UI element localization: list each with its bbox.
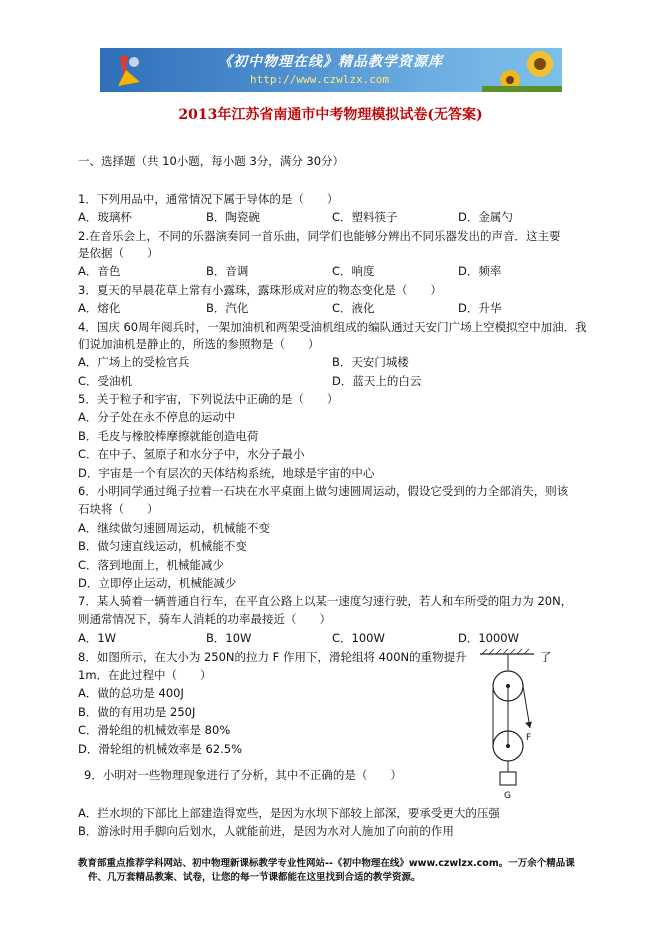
banner-url: http://www.czwlzx.com bbox=[250, 73, 390, 86]
q2-option-d: D．频率 bbox=[458, 264, 502, 278]
q9-option-a: A．拦水坝的下部比上部建造得宽些，是因为水坝下部较上部深，要承受更大的压强 bbox=[78, 806, 500, 820]
q4-option-c: C．受油机 bbox=[78, 374, 133, 388]
weight-block bbox=[500, 772, 516, 785]
q8-option-d: D．滑轮组的机械效率是 62.5% bbox=[78, 742, 243, 756]
q8-stem-line2: 1m．在此过程中（ ） bbox=[78, 668, 212, 682]
q5-stem: 5．关于粒子和宇宙，下列说法中正确的是（ ） bbox=[78, 392, 339, 406]
q6-option-d: D．立即停止运动，机械能减少 bbox=[78, 576, 237, 590]
banner-title: 《初中物理在线》精品教学资源库 bbox=[218, 54, 443, 70]
q4-stem-line1: 4．国庆 60周年阅兵时，一架加油机和两架受油机组成的编队通过天安门广场上空模拟空中加油．我 bbox=[78, 320, 587, 334]
q7-option-a: A．1W bbox=[78, 631, 117, 645]
force-label-f: F bbox=[526, 733, 532, 743]
q9-option-b: B．游泳时用手脚向后划水，人就能前进，是因为水对人施加了向前的作用 bbox=[78, 824, 454, 838]
pulley-system-diagram bbox=[478, 648, 538, 800]
q6-option-a: A．继续做匀速圆周运动，机械能不变 bbox=[78, 521, 270, 535]
q2-stem-line2: 是依据（ ） bbox=[78, 246, 159, 260]
q2-option-b: B．音调 bbox=[206, 264, 249, 278]
q3-option-b: B．汽化 bbox=[206, 301, 249, 315]
q5-option-d: D．宇宙是一个有层次的天体结构系统，地球是宇宙的中心 bbox=[78, 466, 375, 480]
q7-option-c: C．100W bbox=[332, 631, 385, 645]
q4-option-d: D．蓝天上的白云 bbox=[332, 374, 422, 388]
q2-stem-line1: 2.在音乐会上，不同的乐器演奏同一首乐曲，同学们也能够分辨出不同乐器发出的声音．这主要 bbox=[78, 229, 561, 243]
document-title: 2013年江苏省南通市中考物理模拟试卷(无答案) bbox=[178, 107, 483, 123]
q8-option-c: C．滑轮组的机械效率是 80% bbox=[78, 723, 231, 737]
q6-stem-line2: 石块将（ ） bbox=[78, 502, 159, 516]
q3-option-d: D．升华 bbox=[458, 301, 502, 315]
q2-option-a: A．音色 bbox=[78, 264, 121, 278]
footer-line-2: 件、几万套精品教案、试卷，让您的每一节课都能在这里找到合适的教学资源。 bbox=[88, 872, 421, 883]
sunflower-icon bbox=[482, 48, 562, 92]
q1-option-c: C．塑料筷子 bbox=[332, 210, 398, 224]
q5-option-b: B．毛皮与橡胶棒摩擦就能创造电荷 bbox=[78, 429, 259, 443]
q7-stem-line2: 则通常情况下，骑车人消耗的功率最接近（ ） bbox=[78, 612, 331, 626]
site-banner bbox=[100, 48, 562, 92]
q9-stem: 9．小明对一些物理现象进行了分析，其中不正确的是（ ） bbox=[84, 768, 402, 782]
q1-option-a: A．玻璃杯 bbox=[78, 210, 132, 224]
q3-option-a: A．熔化 bbox=[78, 301, 121, 315]
q2-option-c: C．响度 bbox=[332, 264, 375, 278]
q6-option-c: C．落到地面上，机械能减少 bbox=[78, 558, 225, 572]
q1-option-b: B．陶瓷碗 bbox=[206, 210, 260, 224]
q1-stem: 1．下列用品中，通常情况下属于导体的是（ ） bbox=[78, 192, 339, 206]
weight-label-g: G bbox=[504, 791, 511, 800]
q4-option-a: A．广场上的受检官兵 bbox=[78, 355, 190, 369]
q1-option-d: D．金属勺 bbox=[458, 210, 513, 224]
q8-stem-tail: 了 bbox=[540, 650, 552, 664]
q7-stem-line1: 7．某人骑着一辆普通自行车，在平直公路上以某一速度匀速行驶，若人和车所受的阻力为 20N， bbox=[78, 594, 573, 608]
footer-line-1: 教育部重点推荐学科网站、初中物理新课标教学专业性网站--《初中物理在线》www.czwlzx.com。一万余个精品课 bbox=[78, 858, 575, 869]
q4-stem-line2: 们说加油机是静止的，所选的参照物是（ ） bbox=[78, 337, 320, 351]
q8-option-a: A．做的总功是 400J bbox=[78, 686, 184, 700]
q6-stem-line1: 6．小明同学通过绳子拉着一石块在水平桌面上做匀速圆周运动，假设它受到的力全部消失，则该 bbox=[78, 484, 569, 498]
q3-stem: 3．夏天的早晨花草上常有小露珠，露珠形成对应的物态变化是（ ） bbox=[78, 283, 442, 297]
q5-option-a: A．分子处在永不停息的运动中 bbox=[78, 410, 236, 424]
q7-option-d: D．1000W bbox=[458, 631, 519, 645]
q3-option-c: C．液化 bbox=[332, 301, 375, 315]
q7-option-b: B．10W bbox=[206, 631, 252, 645]
ceiling-hatch bbox=[480, 649, 534, 654]
q6-option-b: B．做匀速直线运动，机械能不变 bbox=[78, 539, 247, 553]
q8-stem-line1: 8．如图所示，在大小为 250N的拉力 F 作用下，滑轮组将 400N的重物提升 bbox=[78, 650, 467, 664]
page-footer bbox=[78, 857, 608, 885]
site-logo-icon bbox=[114, 52, 142, 88]
q5-option-c: C．在中子、氢原子和水分子中，水分子最小 bbox=[78, 447, 305, 461]
section-heading: 一、选择题（共 10小题，每小题 3分，满分 30分） bbox=[78, 154, 345, 168]
q4-option-b: B．天安门城楼 bbox=[332, 355, 409, 369]
q8-option-b: B．做的有用功是 250J bbox=[78, 705, 196, 719]
